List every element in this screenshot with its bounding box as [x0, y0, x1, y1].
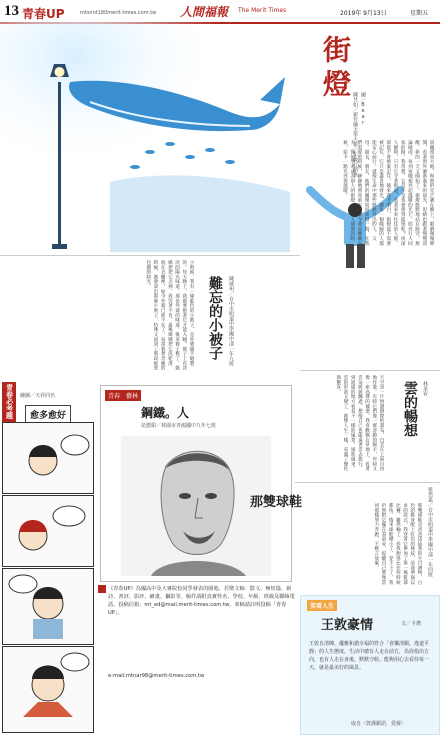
- essay4-byline: 蔡岱嘉／台中市明道中學國中部一年四班: [427, 487, 433, 577]
- notice-email[interactable]: e-mail:mtnar98@merit-times.com.tw: [108, 673, 205, 679]
- essay1-byline: 陳昱如／新竹縣太學大學二年級行銷系: [352, 92, 358, 177]
- profile-byline: 文／卡農: [401, 621, 422, 627]
- essay2-title: 雲的暢想: [402, 381, 418, 437]
- notice-text: 《青春UP》為國高中及大專院校同學發表的園地。若徵文稿：散文、極短篇、新詩、書評、影評、繪畫、攝影等，稿件請附真實姓名、學校、年級、班級及聯絡電話。投稿信箱：mt_ed@mail.merit-times.com.tw，來稿請註明投稿「青春UP」。: [108, 586, 295, 616]
- art-tag-left: 青春: [108, 393, 121, 400]
- profile-quote: 王敦自清陳，優雅和諧幸福的符合「喜樂清願，逸道平靜」的人生態度。生活中總有人走在前方，為你指出方向，也有人走在身後，默默守候。能夠用心去看待每一天，就是最美好的風景。: [309, 641, 430, 671]
- comic-panel-4: [2, 646, 94, 733]
- comic-title: 愈多愈好: [25, 405, 71, 424]
- submission-notice: [98, 585, 298, 685]
- newspaper-logo: 人間福報: [180, 5, 229, 19]
- essay2-body: 天空是一片無邊無際的畫布，白雲在上面自由地作畫。有時它們像一群奔跑的綿羊，有時又像一座高聳的城堡。我喜歡躺在草地上，看著雲朵緩緩飄過，想像自己也能乘著雲去旅行，到遙遠的地方看看不一樣的風景。風吹過來，雲的形狀又變了，就像人生一樣，充滿了變化與驚喜。: [335, 375, 384, 471]
- page-header: [0, 0, 440, 24]
- section-title: 青春UP: [22, 7, 65, 21]
- profile-label: 笑看人生: [307, 600, 337, 611]
- comic-panel-1: [2, 422, 94, 494]
- issue-date: 2019年 9月13日: [340, 10, 387, 17]
- comic-tag: [2, 382, 16, 424]
- issue-weekday: 星期五: [410, 10, 429, 17]
- site-url: mtsnnt180merit-times.com.tw: [80, 10, 157, 16]
- essay1-body-lower: [300, 260, 435, 370]
- art-title: 鋼鐵。人: [141, 406, 190, 420]
- essay2-byline: 林采宥: [422, 381, 428, 396]
- essay1-body: 晨曦照亮大地，和煦的光芒灑在臉上，眼睛微微睜開，看著窗外灑落進來的晨光，思緒也跟著慢慢清醒，新的一天又開始了。街燈默默地站在路旁，無論晴雨，每到夜晚便亮起溫暖的光芒，照亮行人回家的路。我常想，它是不是也會感到孤單呢？夜深人靜時，只有它守著街道，看著來來往往的人群，卻從不曾被誰記住。後來我才明白，街燈從不需要被記住，它只是盡責地發光，讓每一個晚歸的人都能安心前行。就像生命中那些默默付出的人，父母、師長、朋友，他們的關懷如同街燈一般，在我們需要的時候，靜靜地照亮前方。如今我也漸漸長大，開始學著成為別人的街燈，在他人迷惘的時候，給予一點光亮與溫暖。: [342, 140, 434, 246]
- page-number: 13: [4, 3, 19, 19]
- essay3-body: 小時候，我有一條藍色的小被子，是外婆親手縫製的。每天晚上，我都要抱著它才能入睡。被子上有淡淡的陽光味道，那是外婆的味道。後來被子舊了，媽媽想把它丟掉，我哭著不肯，最後媽媽把它洗乾淨，收在衣櫃裡。如今外婆已經不在了，每當我想念她的時候，就會拿出那條小被子，彷彿又回到了那段被愛包圍的時光。: [145, 260, 194, 371]
- art-box: [100, 385, 292, 582]
- essay1-title: 街燈: [319, 35, 352, 103]
- notice-icon: [98, 585, 106, 593]
- comic-tag-text: 青春必考題: [5, 384, 14, 419]
- comic-panel-2: [2, 495, 94, 567]
- art-author: 昆薦娟／林園市青鴻國中九年七班: [141, 423, 217, 429]
- art-tag-right: 藝林: [125, 393, 138, 400]
- art-tag: [105, 390, 141, 401]
- profile-box: [300, 595, 440, 735]
- essay1-illustrator: 圖／Bear: [360, 92, 366, 126]
- portrait-drawing: [121, 436, 271, 576]
- essay4-section: [250, 482, 440, 593]
- essay2-section: [300, 370, 440, 481]
- essay3-title: 難忘的小被子: [207, 276, 223, 360]
- essay4-body: 那雙球鞋是爸爸送給我的生日禮物，白色的鞋身配上紅色的條紋，是我夢寐以求的款式。我穿著它參加了第一場籃球比賽，雖然輸了，但我跑得比任何時候都快。後來球鞋變小了，穿不下了，我仍然把它擺在書桌旁，提醒自己要像當初那樣努力奔跑，不輕言放棄。: [373, 503, 422, 585]
- essay3-section: [0, 255, 300, 381]
- essay3-byline: 陳威州／台中市明道中學國中部一年九班: [228, 276, 234, 366]
- profile-name: 王敦豪情: [321, 618, 374, 633]
- newspaper-logo-en: The Merit Times: [238, 7, 287, 14]
- essay4-title: 那雙球鞋: [250, 495, 303, 510]
- comic-panel-3: [2, 568, 94, 645]
- comic-strip: [0, 380, 95, 735]
- comic-credit: 繪圖／天祥同名: [20, 393, 56, 399]
- profile-source: 取自〈敦謹願語．愛發〉: [351, 721, 407, 727]
